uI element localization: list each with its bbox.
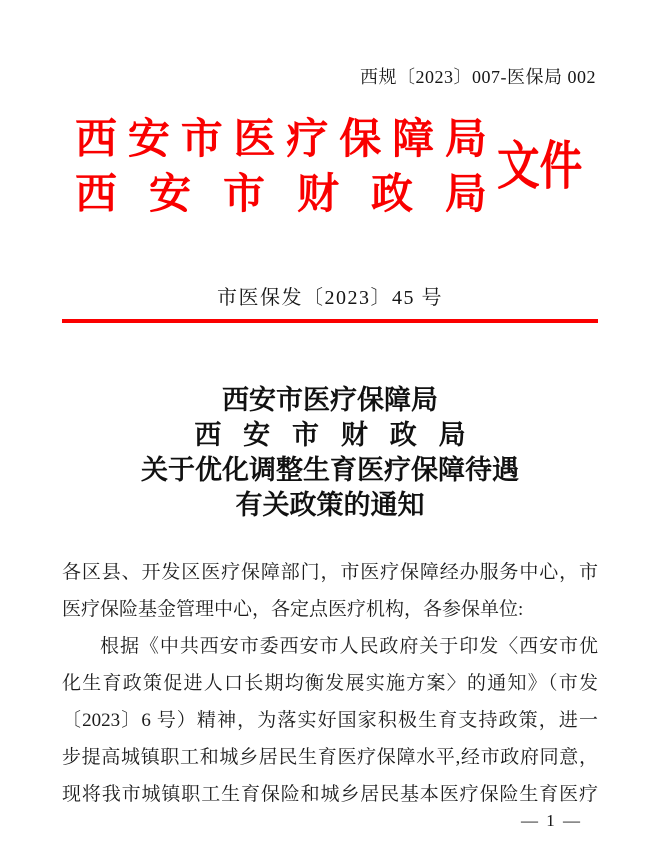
body-text-line: 步提高城镇职工和城乡居民生育医疗保障水平,经市政府同意， bbox=[62, 747, 598, 768]
title-line-4: 有关政策的通知 bbox=[235, 490, 425, 520]
document-number: 市医保发〔2023〕45 号 bbox=[217, 287, 443, 309]
body-text-line: 现将我市城镇职工生育保险和城乡居民基本医疗保险生育医疗 bbox=[62, 784, 598, 805]
body-text-line: 化生育政策促进人口长期均衡发展实施方案〉的通知》（市发 bbox=[62, 673, 598, 694]
body-text-line: 各区县、开发区医疗保障部门，市医疗保障经办服务中心，市 bbox=[62, 562, 598, 583]
title-line-3: 关于优化调整生育医疗保障待遇 bbox=[141, 455, 519, 485]
red-separator-line bbox=[62, 319, 598, 323]
title-line-1: 西安市医疗保障局 bbox=[222, 385, 438, 415]
page-number: — 1 — bbox=[521, 811, 582, 830]
issuer-name-line2: 西 安 市 财 政 局 bbox=[75, 172, 487, 218]
body-text-line: 医疗保险基金管理中心，各定点医疗机构，各参保单位: bbox=[62, 599, 524, 620]
body-text-line: 根据《中共西安市委西安市人民政府关于印发〈西安市优 bbox=[100, 636, 598, 657]
issuer-name-line1: 西 安 市 医 疗 保 障 局 bbox=[75, 117, 487, 163]
document-type-label: 文件 bbox=[497, 139, 583, 196]
letterhead bbox=[75, 113, 583, 223]
issuer-names bbox=[75, 113, 487, 223]
title-line-2: 西 安 市 财 政 局 bbox=[194, 420, 474, 450]
body-text-line: 〔2023〕6 号）精神，为落实好国家积极生育支持政策，进一 bbox=[62, 710, 598, 731]
document-title bbox=[0, 383, 660, 523]
document-body bbox=[62, 554, 598, 813]
doc-reference-number: 西规〔2023〕007-医保局 002 bbox=[360, 67, 596, 87]
